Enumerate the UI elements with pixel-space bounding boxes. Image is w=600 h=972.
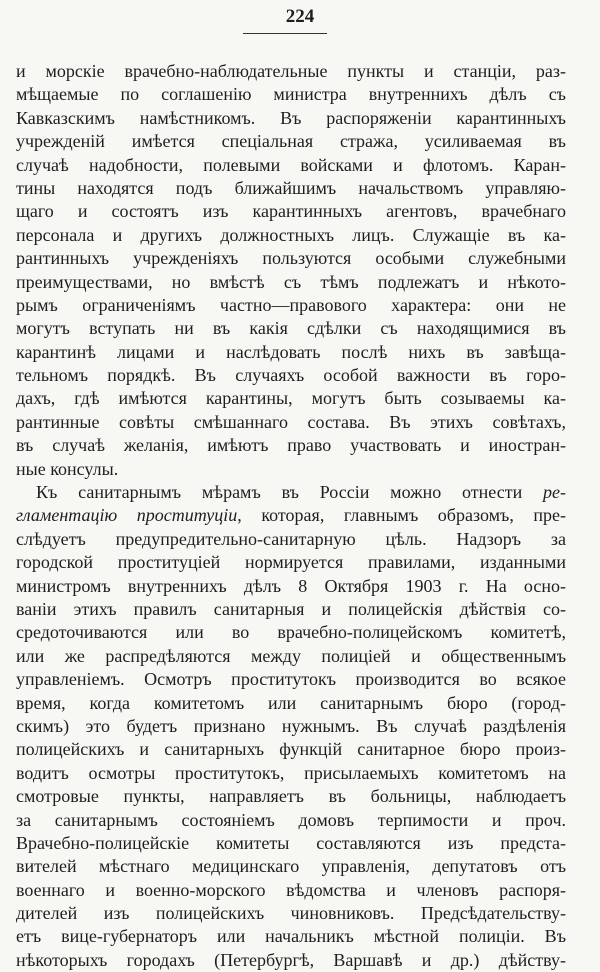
text-line [16,130,566,153]
line-text: Кавказскимъ намѣстникомъ. Въ распоряженіи карантинныхъ [16,107,566,128]
line-text: вителей мѣстнаго медицинскаго управленія, депутатовъ отъ [16,856,566,877]
text-line [16,387,566,410]
text-line [16,224,566,247]
line-text: преимуществами, но вмѣстѣ съ тѣмъ подлежатъ и нѣкото- [16,271,566,292]
text-line [16,504,566,527]
italic-text: гламентацію проституціи [16,505,238,526]
line-text: средоточиваются или во врачебно-полицейскомъ комитетѣ, [16,622,566,643]
line-text: етъ вице-губернаторъ или начальникъ мѣстной полиціи. Въ [16,926,566,947]
line-text: Врачебно-полицейскіе комитеты составляются изъ предста- [16,832,566,853]
line-text: нѣкоторыхъ городахъ (Петербургѣ, Варшавѣ и др.) дѣйству- [16,949,566,970]
text-line [16,855,566,878]
text-line [16,177,566,200]
text-line [16,738,566,761]
line-text: ваніи этихъ правилъ санитарныя и полицейскія дѣйствія со- [16,598,566,619]
text-line [16,364,566,387]
line-text: рымъ ограниченіямъ частно—правового характера: они не [16,294,566,315]
text-line [16,154,566,177]
text-line [16,715,566,738]
line-text: слѣдуетъ предупредительно-санитарную цѣль. Надзоръ за [16,528,566,549]
line-text: рантинныхъ учрежденіяхъ пользуются особыми служебными [16,248,566,269]
line-text: персонала и другихъ должностныхъ лицъ. Служащіе въ ка- [16,224,566,245]
body-text [16,60,566,972]
text-line [16,83,566,106]
text-line [16,621,566,644]
line-text: тины находятся подъ ближайшимъ начальствомъ управляю- [16,177,566,198]
page-number-rule [243,33,327,34]
line-text: мѣщаемые по соглашенію министра внутреннихъ дѣлъ съ [16,84,566,105]
text-line [16,317,566,340]
line-text: и морскіе врачебно-наблюдательные пункты и станціи, раз- [16,61,566,81]
text-line [16,200,566,223]
text-line [16,481,566,504]
line-text: рантинные совѣты смѣшаннаго состава. Въ этихъ совѣтахъ, [16,411,566,432]
italic-text: ре- [543,482,566,503]
line-text: городской проституціей нормируется правилами, изданными [16,552,566,573]
line-text: время, когда комитетомъ или санитарнымъ бюро (город- [16,692,566,713]
text-line [16,458,566,481]
line-text: карантинѣ лицами и наслѣдовать послѣ нихъ въ завѣща- [16,341,566,362]
line-text: могутъ вступать ни въ какія сдѣлки съ находящимися въ [16,318,566,339]
text-line [16,645,566,668]
line-text: военнаго и военно-морского вѣдомства и членовъ распоря- [16,879,566,900]
line-text: за санитарнымъ состояніемъ домовъ терпимости и проч. [16,809,566,830]
text-line [16,949,566,972]
text-line [16,107,566,130]
text-line [16,271,566,294]
text-line [16,551,566,574]
line-text: тельномъ порядкѣ. Въ случаяхъ особой важности въ горо- [16,365,566,386]
line-text: или же распредѣляются между полиціей и общественнымъ [16,645,566,666]
text-line [16,575,566,598]
line-text: управленіемъ. Осмотръ проститутокъ производится во всякое [16,669,566,690]
line-text: ные консулы. [16,458,119,479]
text-line [16,434,566,457]
line-text: водитъ осмотры проститутокъ, присылаемыхъ комитетомъ на [16,762,566,783]
line-text: дахъ, гдѣ имѣются карантины, могутъ быть созываемы ка- [16,388,566,409]
text-line [16,598,566,621]
text-line [16,341,566,364]
text-line [16,762,566,785]
text-line [16,879,566,902]
text-line [16,60,566,83]
text-line [16,785,566,808]
text-line [16,902,566,925]
line-text: щаго и состоятъ изъ карантинныхъ агентовъ, врачебнаго [16,201,566,222]
text-line [16,247,566,270]
text-line [16,809,566,832]
line-text: смотровые пункты, направляетъ въ больницы, наблюдаетъ [16,786,566,807]
text-line [16,832,566,855]
text-line [16,411,566,434]
line-text: скимъ) это будетъ признано нужнымъ. Въ случаѣ раздѣленія [16,715,566,736]
text-line [16,925,566,948]
line-text: учрежденій имѣется спеціальная стража, усиливаемая въ [16,131,566,152]
text-line [16,528,566,551]
text-line [16,294,566,317]
text-line [16,692,566,715]
line-text: , которая, главнымъ образомъ, пре- [237,505,566,526]
text-line [16,668,566,691]
line-text: полицейскихъ и санитарныхъ функцій санитарное бюро произ- [16,739,566,760]
line-text: случаѣ надобности, полевыми войсками и флотомъ. Каран- [16,154,566,175]
line-text: Къ санитарнымъ мѣрамъ въ Россіи можно отнести [36,482,544,503]
line-text: министромъ внутреннихъ дѣлъ 8 Октября 1903 г. На осно- [16,575,566,596]
line-text: въ случаѣ желанія, имѣютъ право участвовать и иностран- [16,435,566,456]
page-number: 224 [285,6,315,27]
line-text: дителей изъ полицейскихъ чиновниковъ. Предсѣдательству- [16,903,566,924]
